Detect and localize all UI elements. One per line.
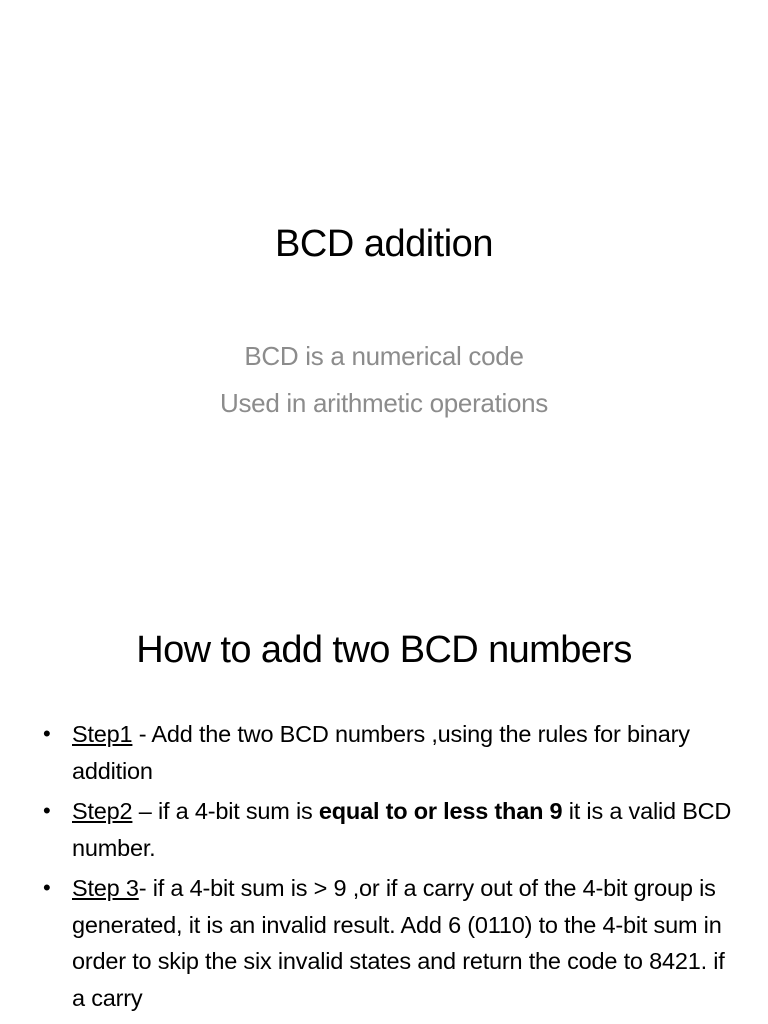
list-item: [43, 870, 733, 1016]
content-slide-title: How to add two BCD numbers: [136, 629, 632, 671]
step-text: - Add the two BCD numbers ,using the rules for binary addition: [72, 721, 690, 784]
content-slide: [0, 576, 768, 1024]
bullet-icon: •: [43, 798, 51, 823]
subtitle-line: BCD is a numerical code: [244, 341, 524, 371]
slide-title: BCD addition: [275, 223, 493, 265]
slide-subtitle: [0, 333, 768, 427]
step-label: Step2: [72, 798, 133, 824]
step-label: Step 3: [72, 875, 139, 901]
step-emphasis: equal to or less than 9: [318, 798, 563, 824]
step-text: – if a 4-bit sum is: [132, 798, 319, 824]
list-item: [43, 716, 733, 789]
list-item: [43, 793, 733, 866]
steps-list: [43, 716, 733, 1020]
subtitle-line: Used in arithmetic operations: [219, 388, 549, 418]
step-label: Step1: [72, 721, 133, 747]
step-text: it is a valid BCD number.: [72, 798, 732, 861]
bullet-icon: •: [43, 875, 51, 900]
step-text: - if a 4-bit sum is > 9 ,or if a carry out of the 4-bit group is generated, it is an invalid result. Add 6 (0110) to the 4-bit sum in order to skip the six invalid states and return the code to 8421. if a carry: [72, 875, 725, 1011]
bullet-icon: •: [43, 721, 51, 746]
